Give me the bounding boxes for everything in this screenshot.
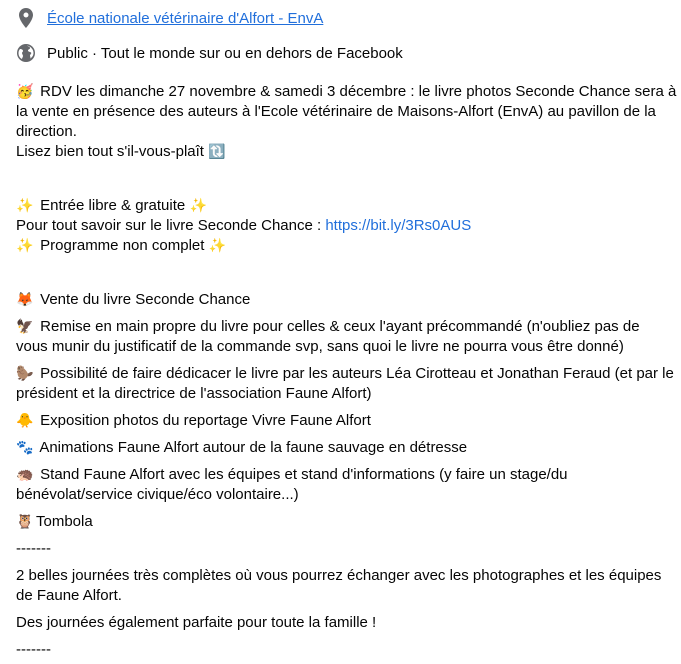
audience-text: Public · Tout le monde sur ou en dehors de Facebook — [47, 44, 403, 62]
location-row — [16, 6, 323, 30]
paw-prints-emoji-icon: 🐾 — [16, 440, 34, 456]
entry-line — [16, 196, 666, 216]
activity-list — [16, 290, 674, 559]
post-body — [16, 82, 677, 660]
read-line — [16, 142, 666, 162]
sparkles-icon: ✨ — [16, 238, 34, 254]
list-item-continuation: bénévolat/service civique/éco volontaire...) — [16, 486, 299, 503]
program-text: Programme non complet — [36, 237, 209, 254]
list-item-text: Remise en main propre du livre pour celles & ceux l'ayant précommandé (n'oubliez pas de — [36, 318, 640, 335]
learn-text: Pour tout savoir sur le livre Seconde Chance : — [16, 217, 326, 234]
list-item — [16, 317, 666, 337]
location-pin-icon — [16, 8, 36, 28]
read-text: Lisez bien tout s'il-vous-plaît — [16, 143, 209, 160]
intro-paragraph — [16, 82, 677, 162]
family-line: Des journées également parfaite pour toute la famille ! — [16, 614, 377, 631]
list-item-text: Possibilité de faire dédicacer le livre par les auteurs Léa Cirotteau et Jonathan Feraud (et par le — [36, 365, 674, 382]
list-item-continuation: président et la directrice de l'association Faune Alfort) — [16, 385, 372, 402]
closing-paragraph — [16, 566, 666, 660]
audience-row — [16, 41, 403, 65]
owl-emoji-icon: 🦉 — [16, 514, 34, 530]
learn-line — [16, 216, 666, 236]
intro-line: direction. — [16, 123, 77, 140]
list-item — [16, 512, 666, 532]
beaver-emoji-icon: 🦫 — [16, 366, 34, 382]
info-paragraph — [16, 196, 666, 256]
list-item — [16, 364, 674, 384]
list-item — [16, 465, 666, 485]
list-item-text: Stand Faune Alfort avec les équipes et stand d'informations (y faire un stage/du — [36, 466, 568, 483]
refresh-arrows-emoji-icon: 🔃 — [208, 144, 226, 160]
intro-text-1: RDV les dimanche 27 novembre & samedi 3 décembre : le livre photos Seconde Chance sera à — [36, 83, 677, 100]
location-link[interactable]: École nationale vétérinaire d'Alfort - EnvA — [47, 9, 324, 27]
list-item-text: Tombola — [36, 513, 93, 530]
entry-text: Entrée libre & gratuite — [36, 197, 190, 214]
globe-icon — [16, 43, 36, 63]
program-line — [16, 236, 666, 256]
list-item-text: Vente du livre Seconde Chance — [36, 291, 251, 308]
eagle-emoji-icon: 🦅 — [16, 319, 34, 335]
closing-line: de Faune Alfort. — [16, 587, 122, 604]
intro-line — [16, 82, 677, 102]
sparkles-icon: ✨ — [208, 238, 227, 254]
intro-line: la vente en présence des auteurs à l'Ecole vétérinaire de Maisons-Alfort (EnvA) au pavillon de la — [16, 103, 656, 120]
list-item-continuation: vous munir du justificatif de la commande svp, sans quoi le livre ne pourra vous être donné) — [16, 338, 624, 355]
party-face-emoji-icon: 🥳 — [16, 84, 34, 100]
list-item-text: Animations Faune Alfort autour de la faune sauvage en détresse — [36, 439, 468, 456]
sparkles-icon: ✨ — [189, 198, 208, 214]
list-item — [16, 411, 666, 431]
separator: ------- — [16, 540, 51, 557]
book-link[interactable]: https://bit.ly/3Rs0AUS — [325, 217, 472, 234]
separator: ------- — [16, 641, 51, 658]
hedgehog-emoji-icon: 🦔 — [16, 467, 34, 483]
chick-emoji-icon: 🐥 — [16, 413, 34, 429]
fox-emoji-icon: 🦊 — [16, 292, 34, 308]
list-item — [16, 438, 666, 458]
sparkles-icon: ✨ — [16, 198, 34, 214]
closing-line: 2 belles journées très complètes où vous pourrez échanger avec les photographes et les équipes — [16, 567, 662, 584]
list-item-text: Exposition photos du reportage Vivre Faune Alfort — [36, 412, 371, 429]
list-item — [16, 290, 666, 310]
